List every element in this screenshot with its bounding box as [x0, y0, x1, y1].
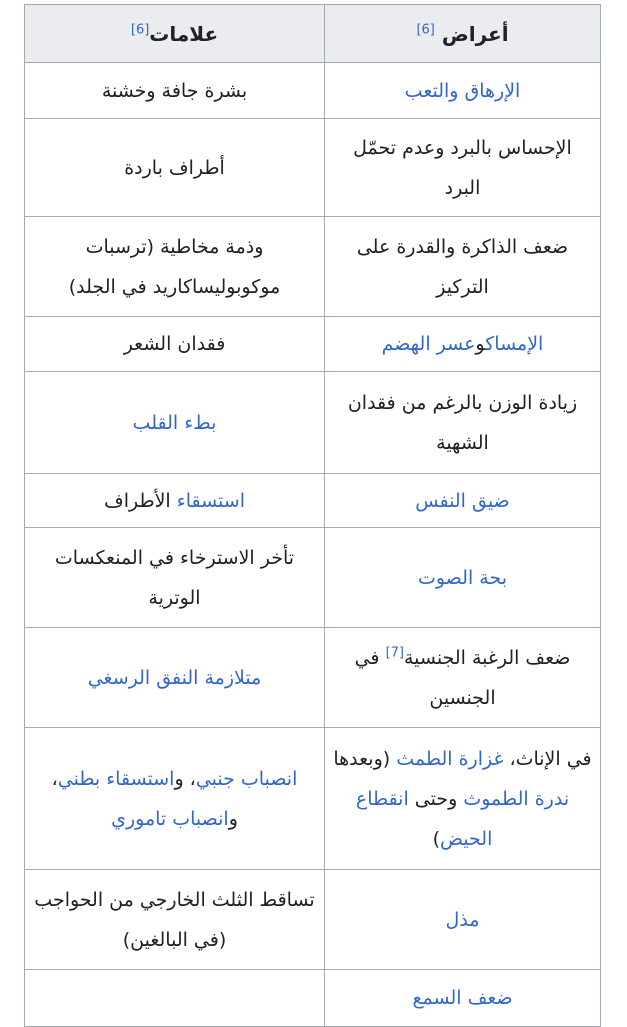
sign-text: بشرة جافة وخشنة — [101, 79, 248, 102]
symptom-link[interactable]: الإرهاق والتعب — [404, 79, 521, 102]
symptom-text: وحتى — [414, 787, 458, 810]
symptom-link[interactable]: غزارة الطمث — [396, 747, 504, 770]
sign-text: فقدان الشعر — [123, 333, 226, 355]
symptoms-signs-table — [24, 4, 601, 1027]
symptom-text: ضعف الرغبة الجنسية — [404, 646, 571, 669]
table-row — [25, 628, 601, 728]
symptom-link[interactable]: ضعف السمع — [412, 987, 513, 1009]
table-header-row — [25, 5, 601, 63]
sign-text: وذمة مخاطية (ترسبات موكوبوليساكاريد في الجلد) — [68, 235, 281, 298]
table-row — [25, 474, 601, 528]
symptom-cell — [325, 970, 601, 1027]
header-signs-label: علامات — [149, 21, 219, 46]
sign-link[interactable]: استسقاء بطني — [57, 767, 175, 790]
sign-cell — [25, 63, 325, 119]
symptom-text: ضعف الذاكرة والقدرة على التركيز — [356, 235, 569, 298]
sign-link[interactable]: بطء القلب — [132, 411, 217, 434]
header-symptoms-ref[interactable]: [6] — [416, 21, 435, 37]
table-row — [25, 970, 601, 1027]
sign-cell — [25, 728, 325, 870]
sign-cell — [25, 119, 325, 217]
symptom-text: في الإناث، — [509, 747, 592, 770]
table-row — [25, 728, 601, 870]
sign-text: تساقط الثلث الخارجي من الحواجب (في البالغين) — [34, 888, 315, 951]
table-row — [25, 317, 601, 372]
symptom-cell — [325, 628, 601, 728]
sign-text: الأطراف — [104, 489, 171, 512]
sign-cell — [25, 474, 325, 528]
symptom-link[interactable]: الإمساك — [485, 333, 544, 355]
sign-link[interactable]: انصباب جنبي — [195, 767, 298, 790]
symptom-link[interactable]: ضيق النفس — [415, 489, 510, 512]
sign-cell — [25, 970, 325, 1027]
symptom-link[interactable]: بحة الصوت — [417, 566, 508, 589]
sign-text: تأخر الاسترخاء في المنعكسات الوترية — [54, 546, 295, 609]
symptom-cell — [325, 317, 601, 372]
sign-cell — [25, 628, 325, 728]
header-symptoms-label: أعراض — [441, 21, 509, 46]
symptom-link[interactable]: ندرة الطموث — [463, 787, 570, 810]
sign-text: ، و — [174, 767, 196, 790]
symptom-text: الإحساس بالبرد وعدم تحمّل البرد — [353, 136, 572, 199]
sign-cell — [25, 217, 325, 317]
table-row — [25, 372, 601, 474]
symptom-text: في الجنسين — [354, 646, 496, 709]
sign-link[interactable]: انصباب تاموري — [111, 807, 229, 830]
sign-link[interactable]: استسقاء — [176, 489, 245, 512]
symptom-cell — [325, 217, 601, 317]
header-symptoms — [325, 5, 601, 63]
sign-cell — [25, 528, 325, 628]
sign-text: أطراف باردة — [124, 156, 225, 179]
sign-cell — [25, 317, 325, 372]
symptoms-signs-table-container — [25, 4, 601, 1027]
symptom-joiner: و — [475, 333, 486, 355]
symptom-cell — [325, 528, 601, 628]
symptom-cell — [325, 870, 601, 970]
table-row — [25, 870, 601, 970]
table-row — [25, 63, 601, 119]
symptom-text: ) — [432, 827, 441, 850]
sign-link[interactable]: متلازمة النفق الرسغي — [87, 666, 262, 689]
symptom-cell — [325, 63, 601, 119]
symptom-cell — [325, 728, 601, 870]
symptom-link[interactable]: مذل — [445, 908, 480, 931]
header-signs — [25, 5, 325, 63]
symptom-link[interactable]: انقطاع الحيض — [355, 787, 493, 850]
symptom-link[interactable]: عسر الهضم — [381, 333, 476, 355]
symptom-cell — [325, 119, 601, 217]
sign-cell — [25, 372, 325, 474]
symptom-text: (وبعدها — [333, 747, 391, 770]
sign-cell — [25, 870, 325, 970]
symptom-ref[interactable]: [7] — [385, 645, 404, 661]
sign-text: ، و — [51, 767, 238, 830]
header-signs-ref[interactable]: [6] — [130, 21, 150, 37]
symptom-cell — [325, 372, 601, 474]
table-row — [25, 528, 601, 628]
symptom-text: زيادة الوزن بالرغم من فقدان الشهية — [347, 391, 578, 454]
table-row — [25, 119, 601, 217]
table-row — [25, 217, 601, 317]
symptom-cell — [325, 474, 601, 528]
